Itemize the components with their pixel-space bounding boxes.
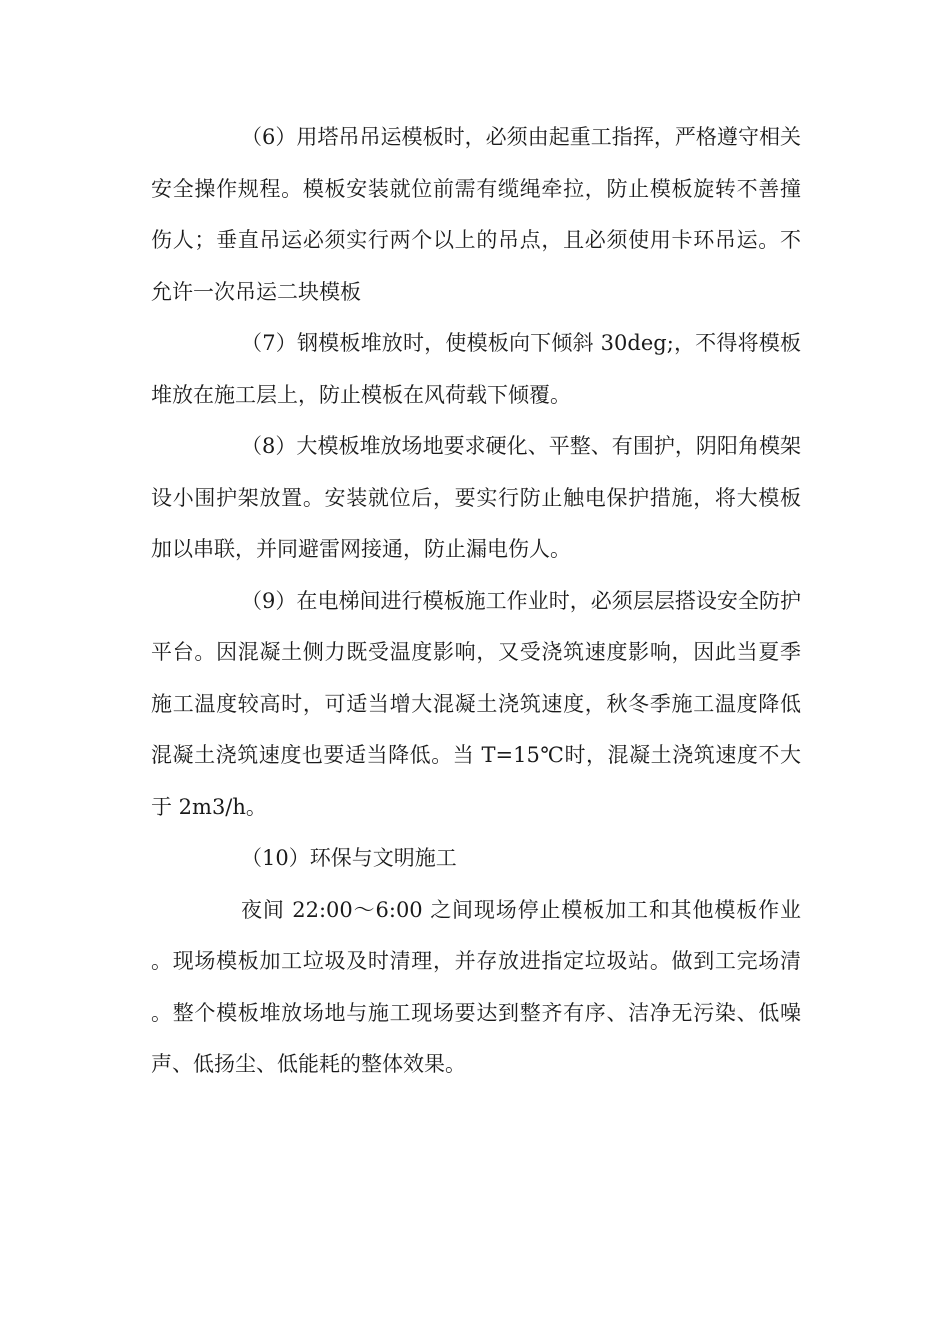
paragraph-item-8: （8）大模板堆放场地要求硬化、平整、有围护，阴阳角模架设小围护架放置。安装就位后，要实行防止触电保护措施，将大模板加以串联，并同避雷网接通，防止漏电伤人。 — [151, 434, 801, 561]
document-body — [151, 112, 801, 1091]
paragraph-item-6: （6）用塔吊吊运模板时，必须由起重工指挥，严格遵守相关安全操作规程。模板安装就位前需有缆绳牵拉，防止模板旋转不善撞伤人；垂直吊运必须实行两个以上的吊点，且必须使用卡环吊运。不允许一次吊运二块模板 — [151, 125, 801, 304]
paragraph-item-7: （7）钢模板堆放时，使模板向下倾斜 30deg;，不得将模板堆放在施工层上，防止模板在风荷载下倾覆。 — [151, 331, 801, 407]
paragraph-environmental-body: 夜间 22:00～6:00 之间现场停止模板加工和其他模板作业。现场模板加工垃圾及时清理，并存放进指定垃圾站。做到工完场清。整个模板堆放场地与施工现场要达到整齐有序、洁净无污染、低噪声、低扬尘、低能耗的整体效果。 — [151, 897, 801, 1076]
section-heading-environmental: （10）环保与文明施工 — [241, 846, 457, 870]
paragraph-item-9: （9）在电梯间进行模板施工作业时，必须层层搭设安全防护平台。因混凝土侧力既受温度影响，又受浇筑速度影响，因此当夏季施工温度较高时，可适当增大混凝土浇筑速度，秋冬季施工温度降低混凝土浇筑速度也要适当降低。当 T=15℃时，混凝土浇筑速度不大于 2m3/h。 — [151, 588, 801, 819]
